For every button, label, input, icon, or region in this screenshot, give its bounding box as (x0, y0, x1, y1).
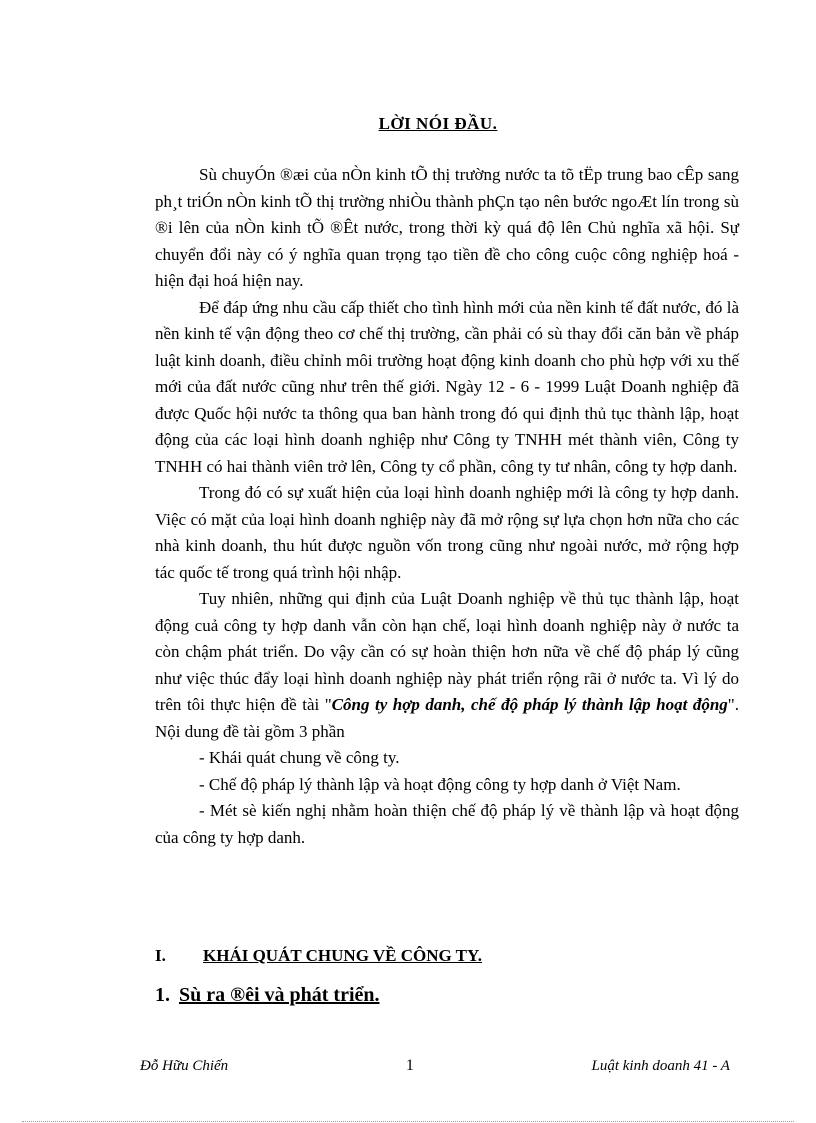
bullet-1: - Khái quát chung về công ty. (199, 748, 400, 767)
subsection-title: Sù ra ®êi và phát triển. (179, 984, 380, 1006)
bullet-3: - Mét sè kiến nghị nhằm hoàn thiện chế độ pháp lý về thành lập và hoạt động của công ty hợp danh. (155, 801, 739, 847)
footer-class: Luật kinh doanh 41 - A (591, 1058, 730, 1074)
footer-page-number: 1 (405, 1057, 414, 1074)
page-footer (140, 1057, 730, 1075)
topic-title: Công ty hợp danh, chế độ pháp lý thành lập hoạt động (331, 695, 728, 714)
page-title: LỜI NÓI ĐẦU. (378, 114, 498, 133)
section-heading (155, 946, 482, 966)
paragraph-1: Sù chuyÓn ®æi của nÒn kinh tÕ thị trường nước ta tõ tËp trung bao cÊp sang ph¸t triÓn nÒn kinh tÕ thị trường nhiÒu thành phÇn tạo nên bước ngoÆt lín trong sù ®i lên của nÒn kinh tÕ ®Êt nước, trong thời kỳ quá độ lên Chủ nghĩa xã hội. Sự chuyển đổi này có ý nghĩa quan trọng tạo tiền đề cho công cuộc công nghiệp hoá - hiện đại hoá hiện nay. (155, 165, 739, 290)
footer-author: Đỗ Hữu Chiến (140, 1058, 229, 1074)
footer-divider (22, 1121, 794, 1122)
paragraph-4 (155, 586, 739, 745)
paragraph-4-text: Tuy nhiên, những qui định của Luật Doanh nghiệp về thủ tục thành lập, hoạt động cuả công ty hợp danh vẫn còn hạn chế, loại hình doanh nghiệp này ở nước ta còn chậm phát triển. Do vậy cần có sự hoàn thiện hơn nữa về chế độ pháp lý cũng như việc thúc đẩy loại hình doanh nghiệp này phát triển rộng rãi ở nước ta. Vì lý do trên tôi thực hiện đề tài " (155, 589, 739, 714)
paragraph-3: Trong đó có sự xuất hiện của loại hình doanh nghiệp mới là công ty hợp danh. Việc có mặt của loại hình doanh nghiệp này đã mở rộng sự lựa chọn hơn nữa cho các nhà kinh doanh, thu hút được nguồn vốn trong cũng như ngoài nước, mở rộng hợp tác quốc tế trong quá trình hội nhập. (155, 483, 739, 582)
subsection-number: 1. (155, 984, 170, 1006)
paragraph-2: Để đáp ứng nhu cầu cấp thiết cho tình hình mới của nền kinh tế đất nước, đó là nền kinh tế vận động theo cơ chế thị trường, cần phải có sù thay đổi căn bản về pháp luật kinh doanh, điều chỉnh môi trường hoạt động kinh doanh cho phù hợp với xu thế mới của đất nước cũng như trên thế giới. Ngày 12 - 6 - 1999 Luật Doanh nghiệp đã được Quốc hội nước ta thông qua ban hành trong đó qui định thủ tục thành lập, hoạt động của các loại hình doanh nghiệp như Công ty TNHH mét thành viên, Công ty TNHH có hai thành viên trở lên, Công ty cổ phần, công ty tư nhân, công ty hợp danh. (155, 297, 739, 476)
section-number: I. (155, 946, 166, 965)
bullet-2: - Chế độ pháp lý thành lập và hoạt động công ty hợp danh ở Việt Nam. (199, 774, 681, 794)
body-text (155, 162, 739, 851)
paragraph-4-tail: ". Nội dung đề tài gồm 3 phần (155, 695, 739, 741)
section-title: KHÁI QUÁT CHUNG VỀ CÔNG TY. (203, 946, 482, 965)
subsection-heading (155, 984, 380, 1007)
